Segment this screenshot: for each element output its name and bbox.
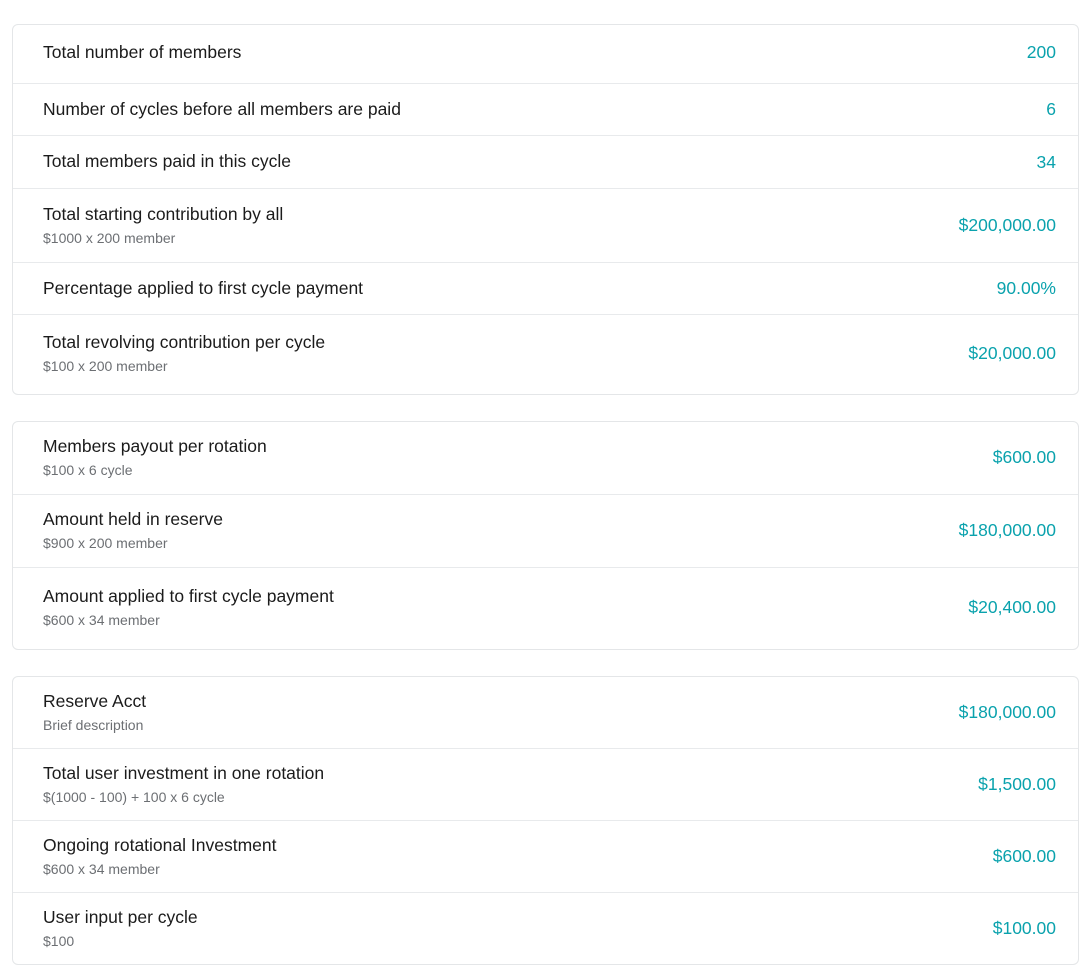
stat-label: Total user investment in one rotation (43, 763, 325, 784)
stat-label: Total number of members (43, 42, 242, 62)
stat-label: Total members paid in this cycle (43, 151, 292, 172)
stat-sublabel: $600 x 34 member (43, 860, 160, 877)
stat-label-group (43, 41, 241, 65)
stat-label-group (43, 834, 276, 879)
stat-value: 34 (1036, 151, 1056, 172)
stat-sublabel: $100 (43, 932, 75, 949)
stat-value: $200,000.00 (958, 214, 1056, 235)
stat-sublabel: $1000 x 200 member (43, 229, 176, 246)
stat-sublabel: $100 x 200 member (43, 358, 168, 375)
stat-label-group (43, 690, 146, 735)
stat-row[interactable] (13, 821, 1078, 893)
stat-row[interactable] (13, 25, 1078, 84)
payout-card (12, 421, 1079, 650)
stat-sublabel: $(1000 - 100) + 100 x 6 cycle (43, 788, 225, 805)
stat-value: $100.00 (992, 917, 1056, 938)
stat-label: Amount held in reserve (43, 509, 223, 530)
stat-sublabel: $100 x 6 cycle (43, 461, 133, 478)
stat-label: Reserve Acct (43, 691, 147, 712)
stat-row[interactable] (13, 84, 1078, 137)
stat-label: Total starting contribution by all (43, 203, 284, 224)
stat-value: $180,000.00 (958, 702, 1056, 723)
stat-row[interactable] (13, 315, 1078, 394)
stat-label-group (43, 762, 324, 807)
stat-row[interactable] (13, 495, 1078, 568)
stat-row[interactable] (13, 136, 1078, 189)
stat-value: $600.00 (992, 845, 1056, 866)
stat-sublabel: $600 x 34 member (43, 611, 160, 628)
stat-label-group (43, 435, 267, 480)
stat-row[interactable] (13, 189, 1078, 263)
stat-label-group (43, 203, 283, 248)
stat-label: Total revolving contribution per cycle (43, 332, 326, 353)
stat-row[interactable] (13, 677, 1078, 749)
stat-value: $20,400.00 (968, 597, 1056, 618)
stat-label-group (43, 508, 223, 553)
stat-label-group (43, 150, 291, 174)
summary-card (12, 24, 1079, 395)
stat-label-group (43, 277, 363, 301)
stat-row[interactable] (13, 263, 1078, 316)
stat-row[interactable] (13, 422, 1078, 495)
stat-value: 6 (1046, 98, 1056, 119)
stat-label-group (43, 331, 325, 376)
stat-sublabel: Brief description (43, 716, 144, 733)
stat-label-group (43, 906, 198, 951)
stat-sublabel: $900 x 200 member (43, 534, 168, 551)
stat-row[interactable] (13, 893, 1078, 964)
stat-value: $180,000.00 (958, 520, 1056, 541)
stat-value: $600.00 (992, 447, 1056, 468)
stat-row[interactable] (13, 749, 1078, 821)
stat-row[interactable] (13, 568, 1078, 649)
reserve-card (12, 676, 1079, 965)
stat-label: Members payout per rotation (43, 436, 267, 457)
stat-label: Amount applied to first cycle payment (43, 586, 334, 607)
stat-label: User input per cycle (43, 906, 198, 927)
stat-value: $20,000.00 (968, 343, 1056, 364)
stat-label-group (43, 585, 334, 630)
cards-container (12, 24, 1079, 965)
stat-value: $1,500.00 (978, 773, 1056, 794)
stat-label: Percentage applied to first cycle payment (43, 277, 364, 298)
stat-label: Number of cycles before all members are paid (43, 98, 401, 119)
stat-value: 200 (1026, 42, 1056, 63)
stat-label-group (43, 98, 401, 122)
stat-value: 90.00% (996, 278, 1056, 299)
stat-label: Ongoing rotational Investment (43, 834, 277, 855)
